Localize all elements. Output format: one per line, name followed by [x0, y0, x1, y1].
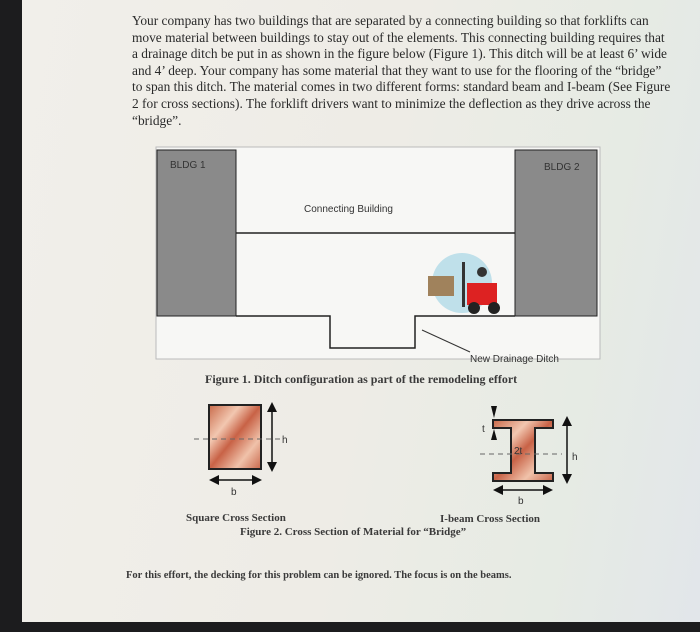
ibeam-h-label: h — [572, 452, 578, 463]
square-h-label: h — [282, 435, 288, 446]
square-cross-section — [194, 402, 288, 498]
ibeam-b-label: b — [518, 496, 524, 507]
ibeam-2t-label: 2t — [514, 446, 523, 457]
square-b-label: b — [231, 487, 237, 498]
ibeam-t-label: t — [482, 424, 485, 435]
ditch-label: New Drainage Ditch — [470, 354, 559, 365]
bldg1-label: BLDG 1 — [170, 160, 206, 171]
figure2-caption: Figure 2. Cross Section of Material for “Bridge” — [240, 526, 467, 538]
ibeam-cross-section — [480, 406, 578, 507]
note-text: For this effort, the decking for this problem can be ignored. The focus is on the beams. — [126, 570, 512, 581]
figure1-caption: Figure 1. Ditch configuration as part of the remodeling effort — [205, 372, 518, 386]
figure1-diagram — [156, 147, 600, 365]
bldg1 — [157, 150, 236, 316]
problem-paragraph: Your company has two buildings that are separated by a connecting building so that forklifts can move material between buildings to stay out of the elements. This connecting building requires that a drainage ditch be put in as shown in the figure below (Figure 1). This ditch will be at least 6’ wide and 4’ deep. Your company has some material that they want to use for the flooring of the “bridge” to span this ditch. The material comes in two different forms: standard beam and I-beam (See Figure 2 for cross sections). The forklift drivers want to minimize the deflection as they drive across the “bridge”. — [132, 13, 671, 128]
document-page — [22, 0, 700, 622]
connecting-building-label: Connecting Building — [304, 204, 393, 215]
square-caption: Square Cross Section — [186, 512, 286, 524]
bldg2 — [515, 150, 597, 316]
ibeam-caption: I-beam Cross Section — [440, 513, 541, 525]
bldg2-label: BLDG 2 — [544, 162, 580, 173]
